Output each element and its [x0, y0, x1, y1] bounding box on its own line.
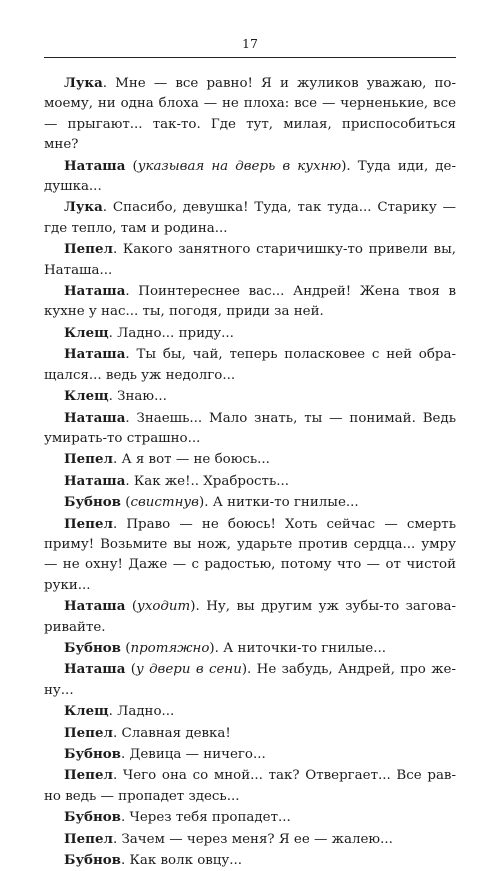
dialogue-text: Знаешь... Мало знать, ты — понимай. Ведь умирать-то страшно...	[44, 410, 456, 446]
header-rule	[44, 57, 456, 58]
speaker-name: Пепел	[64, 767, 113, 784]
dialogue-text: Зачем — через меня? Я ее — жалею...	[121, 831, 393, 847]
speaker-separator: (	[125, 158, 138, 174]
dialogue-text: Ладно... приду...	[117, 325, 234, 341]
dialogue-line	[44, 344, 456, 386]
dialogue-text: Ладно...	[117, 704, 175, 720]
dialogue-line	[44, 723, 456, 744]
speaker-separator: .	[120, 853, 130, 869]
stage-direction-close: ).	[209, 640, 224, 656]
speaker-name: Пепел	[64, 241, 113, 258]
dialogue-line	[44, 281, 456, 323]
speaker-name: Бубнов	[64, 852, 121, 869]
dialogue-line	[44, 659, 456, 701]
speaker-name: Клещ	[64, 324, 109, 341]
speaker-separator: .	[125, 473, 134, 489]
speaker-name: Наташа	[64, 283, 126, 300]
dialogue-line	[44, 386, 456, 407]
speaker-separator: .	[112, 831, 122, 847]
stage-direction: протяжно	[130, 640, 210, 656]
dialogue-text: А нитки-то гнилые...	[212, 495, 359, 511]
dialogue-text: Через тебя пропадет...	[129, 810, 291, 826]
speaker-name: Наташа	[64, 598, 126, 615]
dialogue-line	[44, 323, 456, 344]
speaker-separator: (	[125, 599, 138, 615]
page-number: 17	[242, 36, 258, 51]
speaker-name: Наташа	[64, 157, 126, 174]
speaker-separator: .	[112, 516, 127, 532]
speaker-name: Наташа	[64, 346, 126, 363]
speaker-name: Бубнов	[64, 746, 121, 762]
dialogue-line	[44, 701, 456, 722]
speaker-name: Лука	[64, 199, 103, 216]
dialogue-line	[44, 765, 456, 807]
dialogue-line	[44, 514, 456, 597]
stage-direction: указывая на дверь в кухню	[137, 158, 342, 174]
speaker-name: Пепел	[64, 724, 113, 741]
dialogue-line	[44, 156, 456, 198]
stage-direction: свистнув	[130, 495, 199, 511]
dialogue-text: А ниточки-то гнилые...	[223, 640, 386, 656]
speaker-name: Бубнов	[64, 809, 121, 826]
stage-direction-close: ).	[190, 599, 207, 615]
dialogue-text: Поинтереснее вас... Андрей! Жена твоя в кухне у нас... ты, погодя, приди за ней.	[44, 284, 456, 320]
dialogue-text: Ты бы, чай, теперь поласковее с ней обращался... ведь уж недолго...	[44, 347, 457, 383]
speaker-separator: .	[108, 389, 118, 405]
dialogue-line	[44, 471, 456, 492]
speaker-separator: (	[125, 662, 136, 678]
speaker-separator: .	[125, 347, 137, 363]
dialogue-text: Чего она со мной... так? Отвергает... Все равно ведь — пропадет здесь...	[44, 768, 456, 804]
dialogue-text: Девица — ничего...	[129, 747, 266, 762]
dialogue-line	[44, 850, 456, 871]
dialogue-line	[44, 73, 456, 156]
dialogue-text: Ну, вы другим уж зубы-то заговаривайте.	[44, 599, 456, 635]
speaker-name: Наташа	[64, 661, 126, 678]
speaker-separator: .	[120, 810, 130, 826]
speaker-name: Наташа	[64, 409, 126, 426]
dialogue-text: Какого занятного старичишку-то привели вы, Наташа...	[44, 242, 457, 278]
speaker-name: Наташа	[64, 472, 126, 489]
speaker-separator: .	[120, 747, 130, 762]
speaker-name: Пепел	[64, 451, 113, 468]
stage-direction-close: ).	[341, 158, 358, 174]
dialogue-text: Туда иди, дедушка...	[44, 158, 456, 195]
dialogue-line	[44, 408, 456, 450]
speaker-name: Пепел	[64, 830, 113, 847]
dialogue-line	[44, 744, 456, 765]
dialogue-line	[44, 638, 456, 659]
dialogue-line	[44, 596, 456, 638]
speaker-separator: .	[102, 76, 116, 91]
dialogue-line	[44, 492, 456, 513]
speaker-separator: (	[120, 495, 131, 511]
speaker-separator: .	[112, 452, 122, 468]
dialogue-text: Как волк овцу...	[129, 853, 243, 869]
speaker-separator: .	[108, 704, 118, 720]
dialogue-text: Мне — все равно! Я и жуликов уважаю, помоему, ни одна блоха — не плоха: все — черненькие, все — прыгают... так-то. Где тут, милая, приспособиться мне?	[44, 76, 457, 153]
stage-direction: у двери в сени	[135, 662, 242, 678]
speaker-separator: (	[120, 640, 131, 656]
dialogue-text: Право — не боюсь! Хоть сейчас — смерть приму! Возьмите вы нож, ударьте против сердца... умру — не охну! Даже — с радостью, потому что — от чистой руки...	[44, 516, 456, 593]
dialogue-line	[44, 197, 456, 239]
dialogue-text: А я вот — не боюсь...	[121, 452, 270, 468]
dialogue-text: Не забудь, Андрей, про жену...	[44, 662, 456, 698]
speaker-separator: .	[125, 284, 139, 300]
speaker-name: Бубнов	[64, 494, 121, 511]
dialogue-text: Славная девка!	[121, 725, 231, 741]
speaker-name: Пепел	[64, 515, 113, 532]
stage-direction-close: ).	[241, 662, 257, 678]
dialogue-line	[44, 239, 456, 281]
dialogue-text: Спасибо, девушка! Туда, так туда... Старику — где тепло, там и родина...	[44, 200, 456, 236]
speaker-separator: .	[112, 725, 122, 741]
speaker-name: Клещ	[64, 388, 109, 405]
speaker-separator: .	[108, 325, 118, 341]
speaker-separator: .	[102, 200, 113, 216]
dialogue-text: Как же!.. Храбрость...	[133, 473, 290, 489]
speaker-separator: .	[125, 410, 137, 426]
speaker-name: Лука	[64, 75, 103, 91]
stage-direction-close: ).	[198, 495, 213, 511]
stage-direction: уходит	[137, 599, 191, 615]
dialogue-line	[44, 807, 456, 828]
speaker-name: Клещ	[64, 703, 109, 720]
play-text	[44, 73, 456, 871]
speaker-name: Бубнов	[64, 639, 121, 656]
speaker-separator: .	[112, 768, 123, 784]
speaker-separator: .	[112, 242, 123, 258]
dialogue-line	[44, 829, 456, 850]
dialogue-text: Знаю...	[117, 389, 167, 405]
dialogue-line	[44, 449, 456, 470]
